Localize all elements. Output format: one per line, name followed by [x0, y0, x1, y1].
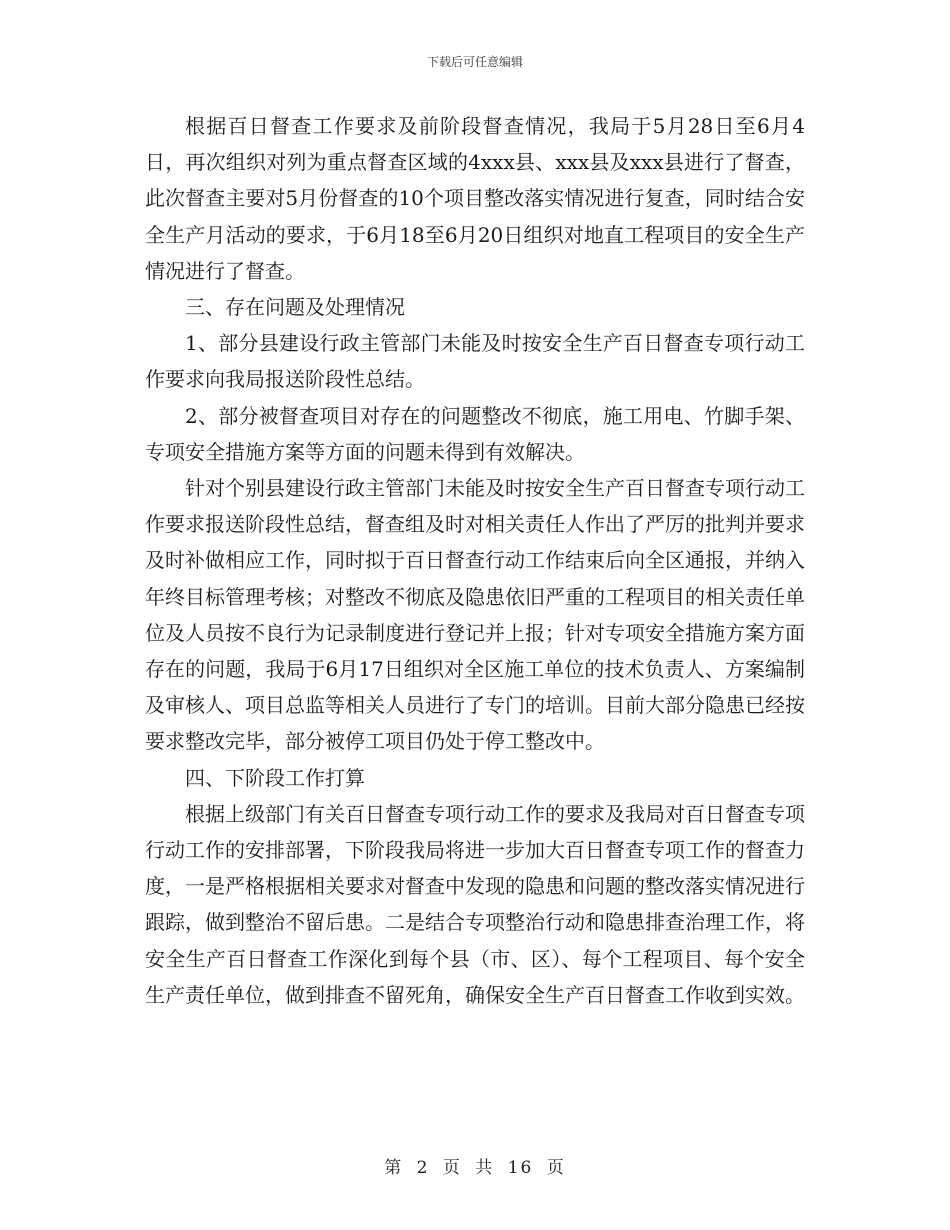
paragraph-handling: 针对个别县建设行政主管部门未能及时按安全生产百日督查专项行动工作要求报送阶段性总结，督查组及时对相关责任人作出了严厉的批判并要求及时补做相应工作，同时拟于百日督查行动工作结束后向全区通报，并纳入年终目标管理考核；对整改不彻底及隐患依旧严重的工程项目的相关责任单位及人员按不良行为记录制度进行登记并上报；针对专项安全措施方案方面存在的问题，我局于6月17日组织对全区施工单位的技术负责人、方案编制及审核人、项目总监等相关人员进行了专门的培训。目前大部分隐患已经按要求整改完毕，部分被停工项目仍处于停工整改中。 [145, 476, 805, 754]
paragraph-inspection-summary: 根据百日督查工作要求及前阶段督查情况，我局于5月28日至6月4日，再次组织对列为重点督查区域的4xxx县、xxx县及xxx县进行了督查，此次督查主要对5月份督查的10个项目整改落实情况进行复查，同时结合安全生产月活动的要求，于6月18至6月20日组织对地直工程项目的安全生产情况进行了督查。 [145, 114, 805, 283]
section-heading-next-plan: 四、下阶段工作打算 [185, 765, 365, 790]
paragraph-next-plan: 根据上级部门有关百日督查专项行动工作的要求及我局对百日督查专项行动工作的安排部署，下阶段我局将进一步加大百日督查专项工作的督查力度，一是严格根据相关要求对督查中发现的隐患和问题的整改落实情况进行跟踪，做到整治不留后患。二是结合专项整治行动和隐患排查治理工作，将安全生产百日督查工作深化到每个县（市、区）、每个工程项目、每个安全生产责任单位，做到排查不留死角，确保安全生产百日督查工作收到实效。 [145, 801, 805, 1007]
page-number-footer: 第 2 页 共 16 页 [384, 1158, 566, 1178]
document-body [145, 108, 805, 1013]
page-header-note: 下载后可任意编辑 [426, 55, 523, 69]
paragraph-problem-1: 1、部分县建设行政主管部门未能及时按安全生产百日督查专项行动工作要求向我局报送阶段性总结。 [145, 331, 805, 392]
section-heading-problems: 三、存在问题及处理情况 [185, 295, 405, 320]
paragraph-problem-2: 2、部分被督查项目对存在的问题整改不彻底，施工用电、竹脚手架、专项安全措施方案等方面的问题未得到有效解决。 [145, 403, 805, 464]
